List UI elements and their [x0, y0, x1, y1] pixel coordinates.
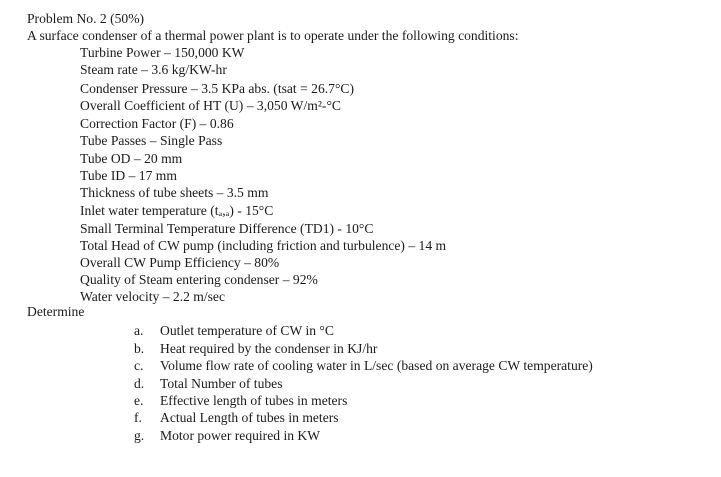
task-letter: c. [134, 358, 144, 373]
task-letter: f. [134, 410, 142, 425]
task-text: Outlet temperature of CW in °C [160, 323, 334, 338]
task-text: Motor power required in KW [160, 428, 321, 443]
task-text: Volume flow rate of cooling water in L/sec (based on average CW temperature) [160, 358, 593, 373]
condition-terminal-temp-difference: Small Terminal Temperature Difference (TD1) - 10°C [80, 221, 374, 236]
problem-title: Problem No. 2 (50%) [27, 11, 145, 26]
condition-pump-head: Total Head of CW pump (including friction and turbulence) – 14 m [80, 238, 447, 253]
task-letter: g. [134, 428, 145, 443]
condition-turbine-power: Turbine Power – 150,000 KW [80, 45, 245, 60]
condition-pump-efficiency: Overall CW Pump Efficiency – 80% [80, 255, 280, 270]
condition-inlet-water-temp: Inlet water temperature (tₐ,ₐ) - 15°C [80, 203, 274, 218]
condition-steam-quality: Quality of Steam entering condenser – 92% [80, 272, 318, 287]
task-letter: e. [134, 393, 144, 408]
condition-tube-passes: Tube Passes – Single Pass [80, 133, 223, 148]
task-letter: a. [134, 323, 144, 338]
condition-tube-id: Tube ID – 17 mm [80, 168, 177, 183]
task-text: Actual Length of tubes in meters [160, 410, 339, 425]
task-text: Total Number of tubes [160, 376, 283, 391]
condition-water-velocity: Water velocity – 2.2 m/sec [80, 289, 225, 304]
determine-label: Determine [27, 304, 85, 319]
condition-correction-factor: Correction Factor (F) – 0.86 [80, 116, 234, 131]
condition-tube-sheet-thickness: Thickness of tube sheets – 3.5 mm [80, 185, 269, 200]
condition-tube-od: Tube OD – 20 mm [80, 151, 183, 166]
task-letter: b. [134, 341, 145, 356]
task-letter: d. [134, 376, 145, 391]
task-text: Heat required by the condenser in KJ/hr [160, 341, 378, 356]
condition-condenser-pressure: Condenser Pressure – 3.5 KPa abs. (tsat = 26.7°C) [80, 81, 354, 96]
condition-steam-rate: Steam rate – 3.6 kg/KW-hr [80, 62, 227, 77]
problem-intro: A surface condenser of a thermal power plant is to operate under the following conditions: [27, 28, 519, 43]
task-text: Effective length of tubes in meters [160, 393, 348, 408]
condition-overall-coefficient: Overall Coefficient of HT (U) – 3,050 W/m²-°C [80, 98, 341, 113]
